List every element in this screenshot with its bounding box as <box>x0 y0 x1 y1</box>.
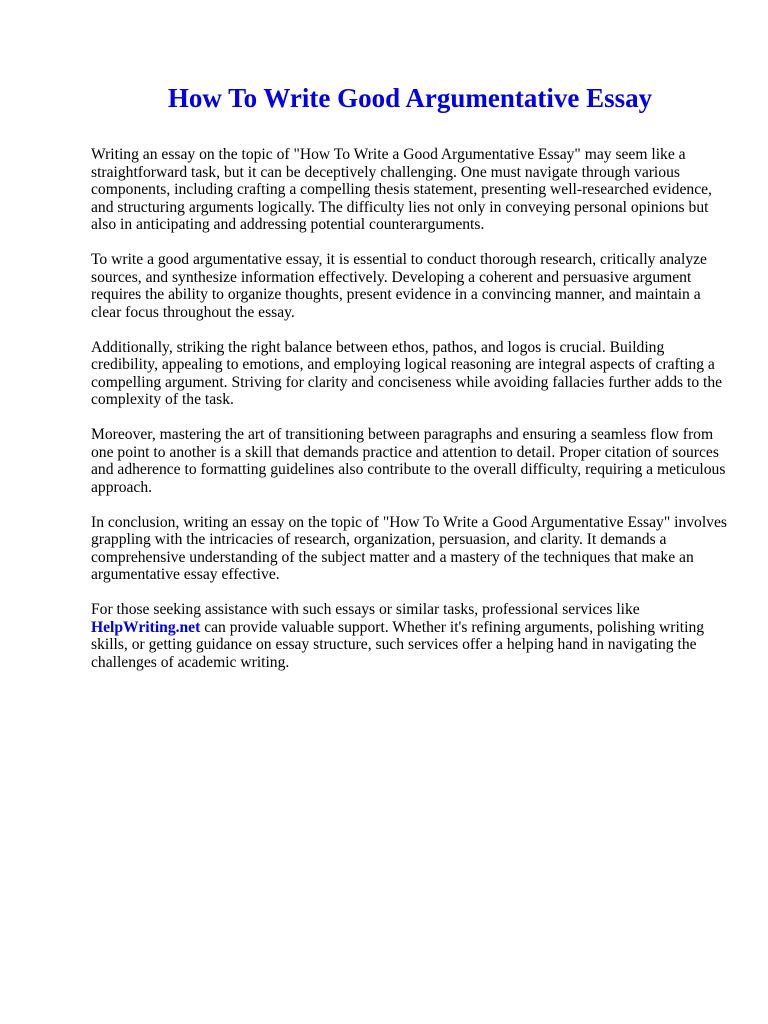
paragraph-3: Additionally, striking the right balance between ethos, pathos, and logos is crucial. Building credibility, appealing to emotions, and employing logical reasoning are integral aspects of crafting a compelling argument. Striving for clarity and conciseness while avoiding fallacies further adds to the complexity of the task. <box>91 338 723 408</box>
document-body <box>91 146 731 689</box>
helpwriting-link[interactable]: HelpWriting.net <box>91 618 201 636</box>
paragraph-4: Moreover, mastering the art of transitioning between paragraphs and ensuring a seamless flow from one point to another is a skill that demands practice and attention to detail. Proper citation of sources and adherence to formatting guidelines also contribute to the overall difficulty, requiring a meticulous approach. <box>91 426 726 496</box>
document-title: How To Write Good Argumentative Essay <box>167 83 653 113</box>
paragraph-5: In conclusion, writing an essay on the topic of "How To Write a Good Argumentative Essay" involves grappling with the intricacies of research, organization, persuasion, and clarity. It demands a comprehensive understanding of the subject matter and a mastery of the techniques that make an argumentative essay effective. <box>91 513 727 583</box>
paragraph-2: To write a good argumentative essay, it is essential to conduct thorough research, critically analyze sources, and synthesize information effectively. Developing a coherent and persuasive argument requires the ability to organize thoughts, present evidence in a convincing manner, and maintain a clear focus throughout the essay. <box>91 251 707 321</box>
paragraph-6-text-before-link: For those seeking assistance with such essays or similar tasks, professional services like <box>91 601 640 618</box>
paragraph-1: Writing an essay on the topic of "How To Write a Good Argumentative Essay" may seem like a straightforward task, but it can be deceptively challenging. One must navigate through various components, including crafting a compelling thesis statement, presenting well-researched evidence, and structuring arguments logically. The difficulty lies not only in conveying personal opinions but also in anticipating and addressing potential counterarguments. <box>91 146 712 233</box>
paragraph-6-text-after-link: can provide valuable support. Whether it's refining arguments, polishing writing skills, or getting guidance on essay structure, such services offer a helping hand in navigating the challenges of academic writing. <box>91 618 705 671</box>
paragraph-6 <box>91 601 731 671</box>
